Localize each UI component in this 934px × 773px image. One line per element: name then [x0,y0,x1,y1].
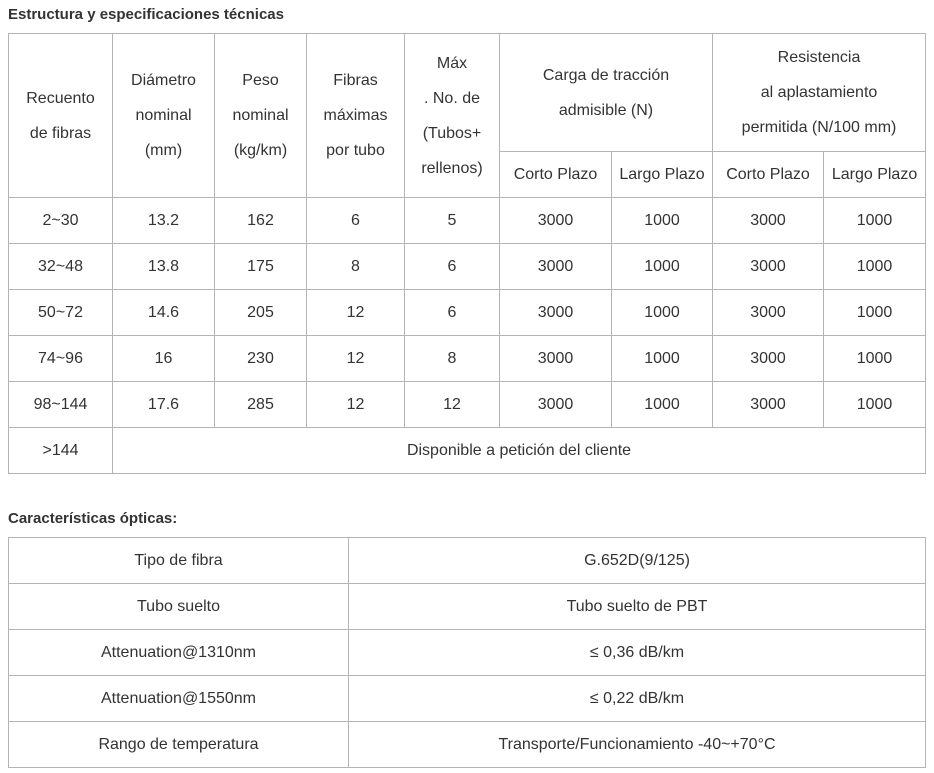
header-crush-short: Corto Plazo [713,152,824,198]
cell-crush-short: 3000 [713,382,824,428]
cell-tubes: 6 [405,290,500,336]
cell-tensile-long: 1000 [612,290,713,336]
header-diameter: Diámetro nominal (mm) [113,34,215,198]
cell-crush-long: 1000 [824,336,926,382]
spec-header-row [9,34,926,152]
spec-table [8,33,926,474]
cell-weight: 285 [215,382,307,428]
optics-cell-label: Attenuation@1550nm [9,676,349,722]
optics-cell-label: Attenuation@1310nm [9,630,349,676]
table-row [9,584,926,630]
cell-weight: 175 [215,244,307,290]
header-tensile-long: Largo Plazo [612,152,713,198]
cell-tensile-short: 3000 [500,382,612,428]
cell-crush-long: 1000 [824,290,926,336]
cell-crush-short: 3000 [713,198,824,244]
optics-section-title: Características ópticas: [8,510,178,527]
cell-count: 2~30 [9,198,113,244]
cell-crush-long: 1000 [824,382,926,428]
cell-custom-note: Disponible a petición del cliente [113,428,926,474]
cell-count: 50~72 [9,290,113,336]
cell-crush-short: 3000 [713,290,824,336]
cell-fibers: 12 [307,290,405,336]
header-tensile-short: Corto Plazo [500,152,612,198]
optics-cell-value: Tubo suelto de PBT [349,584,926,630]
cell-fibers: 6 [307,198,405,244]
cell-tubes: 5 [405,198,500,244]
cell-count: 74~96 [9,336,113,382]
cell-diameter: 14.6 [113,290,215,336]
cell-diameter: 13.2 [113,198,215,244]
cell-fibers: 8 [307,244,405,290]
cell-tensile-long: 1000 [612,336,713,382]
table-row [9,198,926,244]
optics-cell-value: Transporte/Funcionamiento -40~+70°C [349,722,926,768]
optics-table [8,537,926,768]
cell-crush-long: 1000 [824,198,926,244]
cell-crush-short: 3000 [713,244,824,290]
header-max-tubes: Máx . No. de (Tubos+ rellenos) [405,34,500,198]
cell-tensile-short: 3000 [500,198,612,244]
cell-crush-long: 1000 [824,244,926,290]
cell-count: 32~48 [9,244,113,290]
cell-tensile-long: 1000 [612,198,713,244]
header-max-fibers: Fibras máximas por tubo [307,34,405,198]
optics-cell-value: ≤ 0,36 dB/km [349,630,926,676]
header-crush-resistance: Resistencia al aplastamiento permitida (N/100 mm) [713,34,926,152]
cell-tubes: 6 [405,244,500,290]
cell-tubes: 8 [405,336,500,382]
cell-tubes: 12 [405,382,500,428]
cell-tensile-long: 1000 [612,244,713,290]
cell-fibers: 12 [307,382,405,428]
cell-tensile-long: 1000 [612,382,713,428]
table-row [9,538,926,584]
table-row [9,382,926,428]
spec-section-title: Estructura y especificaciones técnicas [8,6,284,23]
cell-diameter: 16 [113,336,215,382]
table-row [9,244,926,290]
cell-diameter: 13.8 [113,244,215,290]
header-tensile-load: Carga de tracción admisible (N) [500,34,713,152]
optics-cell-value: ≤ 0,22 dB/km [349,676,926,722]
cell-weight: 230 [215,336,307,382]
optics-cell-value: G.652D(9/125) [349,538,926,584]
cell-tensile-short: 3000 [500,336,612,382]
table-row [9,676,926,722]
header-weight: Peso nominal (kg/km) [215,34,307,198]
cell-count: >144 [9,428,113,474]
cell-count: 98~144 [9,382,113,428]
cell-weight: 162 [215,198,307,244]
cell-crush-short: 3000 [713,336,824,382]
cell-weight: 205 [215,290,307,336]
cell-fibers: 12 [307,336,405,382]
table-row [9,630,926,676]
cell-tensile-short: 3000 [500,244,612,290]
cell-diameter: 17.6 [113,382,215,428]
table-row [9,290,926,336]
table-row [9,722,926,768]
table-row [9,336,926,382]
header-fiber-count: Recuento de fibras [9,34,113,198]
cell-tensile-short: 3000 [500,290,612,336]
table-row-custom [9,428,926,474]
optics-cell-label: Tipo de fibra [9,538,349,584]
optics-cell-label: Tubo suelto [9,584,349,630]
optics-cell-label: Rango de temperatura [9,722,349,768]
header-crush-long: Largo Plazo [824,152,926,198]
